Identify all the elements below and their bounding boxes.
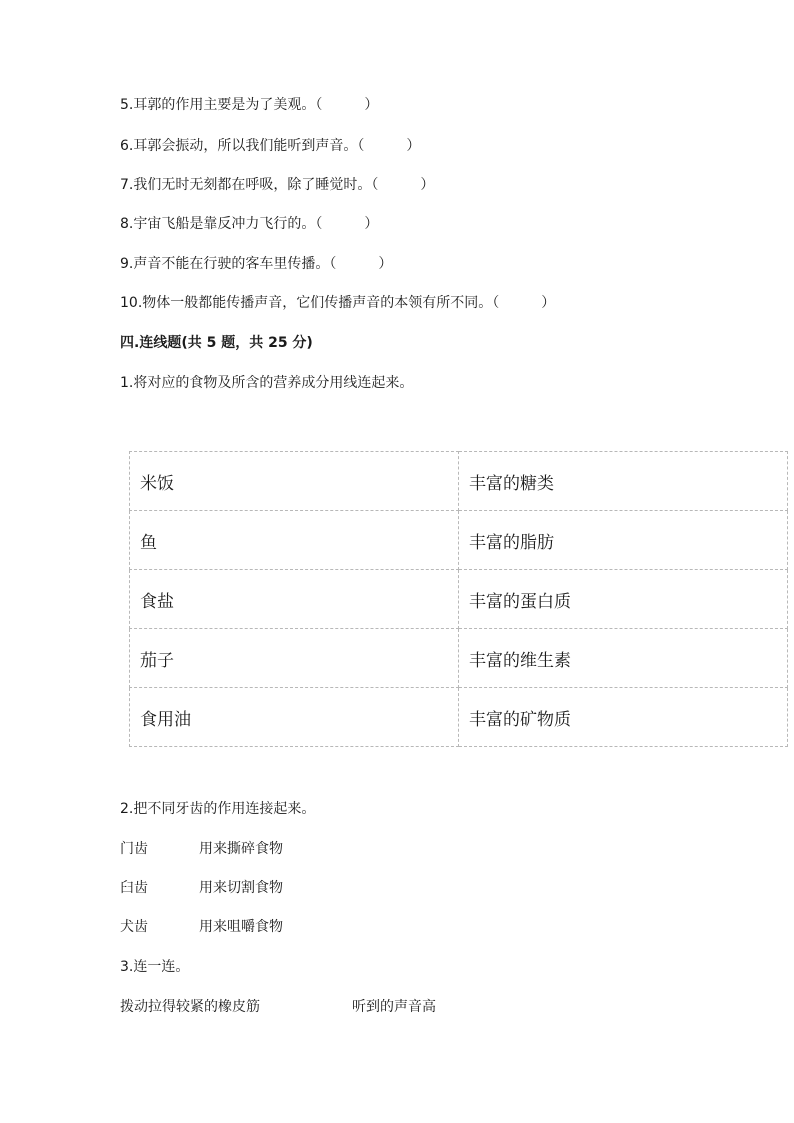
section-heading: 四.连线题(共 5 题，共 25 分) [120, 335, 313, 351]
true-false-item-9: 9.声音不能在行驶的客车里传播。（ ） [120, 256, 393, 272]
tooth-label: 臼齿 [120, 880, 148, 896]
connect-left: 拨动拉得较紧的橡皮筋 [120, 999, 260, 1015]
true-false-item-7: 7.我们无时无刻都在呼吸，除了睡觉时。（ ） [120, 177, 435, 193]
table-row [130, 452, 788, 511]
food-nutrient-table [129, 451, 788, 747]
tooth-function: 用来撕碎食物 [199, 841, 283, 857]
q1-prompt: 1.将对应的食物及所含的营养成分用线连起来。 [120, 375, 414, 391]
food-cell: 米饭 [130, 452, 459, 511]
tooth-label: 犬齿 [120, 919, 148, 935]
tooth-function: 用来咀嚼食物 [199, 919, 283, 935]
tooth-function: 用来切割食物 [199, 880, 283, 896]
nutrient-cell: 丰富的维生素 [459, 629, 788, 688]
food-cell: 茄子 [130, 629, 459, 688]
connect-right: 听到的声音高 [352, 999, 436, 1015]
nutrient-cell: 丰富的脂肪 [459, 511, 788, 570]
food-cell: 食盐 [130, 570, 459, 629]
food-cell: 食用油 [130, 688, 459, 747]
tooth-label: 门齿 [120, 841, 148, 857]
true-false-item-10: 10.物体一般都能传播声音，它们传播声音的本领有所不同。（ ） [120, 295, 556, 311]
nutrient-cell: 丰富的糖类 [459, 452, 788, 511]
q2-prompt: 2.把不同牙齿的作用连接起来。 [120, 801, 316, 817]
true-false-item-8: 8.宇宙飞船是靠反冲力飞行的。（ ） [120, 216, 379, 232]
food-cell: 鱼 [130, 511, 459, 570]
q3-prompt: 3.连一连。 [120, 959, 190, 975]
table-row [130, 629, 788, 688]
table-row [130, 570, 788, 629]
true-false-item-6: 6.耳郭会振动，所以我们能听到声音。（ ） [120, 138, 421, 154]
table-row [130, 688, 788, 747]
true-false-item-5: 5.耳郭的作用主要是为了美观。（ ） [120, 97, 379, 113]
nutrient-cell: 丰富的矿物质 [459, 688, 788, 747]
table-row [130, 511, 788, 570]
nutrient-cell: 丰富的蛋白质 [459, 570, 788, 629]
